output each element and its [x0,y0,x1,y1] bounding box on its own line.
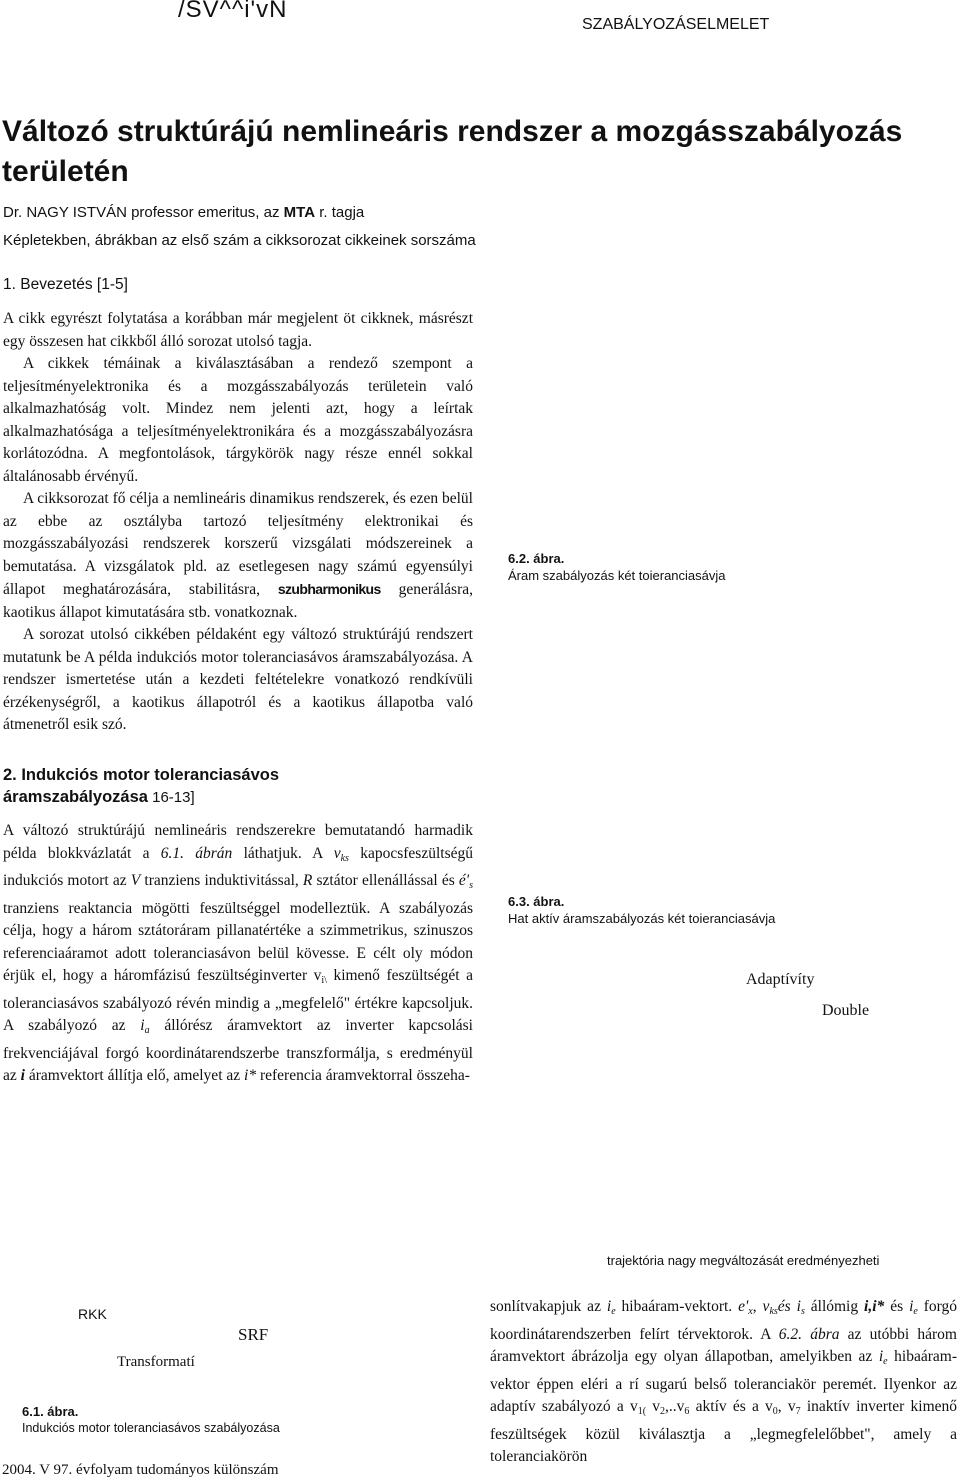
figure-trajectory-label: trajektória nagy megváltozását eredményezheti [607,1253,880,1268]
paragraph: A sorozat utolsó cikkében példaként egy változó struktúrájú rendszert mutatunk be A példa indukciós motor toleranciasávos áramszabályozása. A rendszer ismertetése után a kezdeti feltételekre vonatkozó rendkívüli érzékenységről, a kaotikus állapotról és a kaotikus állapotba való átmenetről esik szó. [3,626,473,733]
figure-label-rkk: RKK [78,1306,107,1322]
article-title-line-2: területén [2,155,129,188]
paragraph: A cikksorozat fő célja a nemlineáris dinamikus rendszerek, és ezen belül az ebbe az osztályba tartozó teljesítmény elektronikai és mozgásszabályozási rendszerek korszerű vizsgálati módszereinek a bemutatása. A vizsgálatok pld. az esetlegesen nagy számú egyensúlyi állapot meghatározására, stabilitásra, szubharmonikus generálásra, kaotikus állapot kimutatására stb. vonatkoznak. [3,490,474,621]
footer-issue-info: 2004. V 97. évfolyam tudományos különszám [2,1462,279,1478]
section-2-heading-line-2: áramszabályozása 16-13] [3,788,195,806]
figure-label-transformati: Transformatí [117,1354,195,1370]
figure-6-3-number: 6.3. ábra. [508,894,565,909]
author-mta: MTA [283,204,316,221]
figure-6-2-number: 6.2. ábra. [508,551,565,566]
author-line [3,204,364,221]
author-suffix: r. tagja [315,204,365,221]
paragraph: sonlítvakapjuk az $i_e$ hibaáram-vektort. $e'_x$, $v_{ks}és$ $i_s$ állómig i,i* és $i_e$ forgó koordinátarendszerben felírt térvektorok. A 6.2. ábra az utóbbi három áramvektort ábrázolja egy olyan állapotban, amelyikben az $i_e$ hibaáram-vektor éppen eléri a rí sugarú belső toleranciakör peremét. Ilyenkor az adaptív szabályozó a $v_{1(}$ $v_2,..v_6$ aktív és a $v_0$, $v_7$ inaktív inverter kimenő feszültségek közül kiválasztja a „legmegfelelőbbet", amely a toleranciakörön [490,1298,958,1465]
paragraph: A cikkek témáinak a kiválasztásában a rendező szempont a teljesítményelektronika és a mozgásszabályozás területein való alkalmazhatóság volt. Mindez nem jelenti azt, hogy a leírtak alkalmazhatósága a teljesítményelektronikára és a mozgásszabályozásra korlátozódna. A megfontolások, tárgykörök nagy része ennél sokkal általánosabb érvényű. [3,355,473,485]
numbering-note: Képletekben, ábrákban az első szám a cikksorozat cikkeinek sorszáma [3,232,476,249]
section-label: SZABÁLYOZÁSELMELET [582,16,770,33]
section-1-heading: 1. Bevezetés [1-5] [3,276,128,293]
figure-6-2-caption: Áram szabályozás két toieranciasávja [508,568,726,583]
article-title-line-1: Változó struktúrájú nemlineáris rendszer a mozgásszabályozás [2,115,903,148]
figure-label-adaptivity: Adaptívíty [746,971,815,988]
figure-label-srf: SRF [238,1325,269,1344]
section-1-body [3,308,473,737]
right-column-body [490,1296,957,1469]
section-2-heading-line-1: 2. Indukciós motor toleranciasávos [3,766,280,784]
section-2-body [3,820,473,1088]
figure-label-double: Double [822,1002,870,1019]
figure-6-1-caption: Indukciós motor toleranciasávos szabályozása [22,1421,280,1435]
bold-term: szubharmonikus [277,581,381,597]
header-mark: /SV^^i'vN [178,0,288,23]
figure-6-3-caption: Hat aktív áramszabályozás két toieranciasávja [508,911,776,926]
paragraph: A változó struktúrájú nemlineáris rendszerekre bemutatandó harmadik példa blokkvázlatát a 6.1. ábrán láthatjuk. A $v_{ks}$ kapocsfeszültségű indukciós motort az V tranziens induktivitással, R sztátor ellenállással és $é'_s$ tranziens reaktancia mögötti feszültséggel modelleztük. A szabályozás célja, hogy a három sztátoráram pillanatértéke a szimmetrikus, szinuszos referenciaáramot adott toleranciasávon belül kövesse. E célt oly módon érjük el, hogy a háromfázisú feszültséginverter $v_{i\backslash}$ kimenő feszültségét a toleranciasávos szabályozó révén mindig a „megfelelő" értékre kapcsoljuk. A szabályozó az $i_a$ állórész áramvektort az inverter kapcsolási frekvenciájával forgó koordinátarendszerbe transzformálja, s eredményül az i áramvektort állítja elő, amelyet az i* referencia áramvektorral összeha- [3,822,473,1084]
author-prefix: Dr. NAGY ISTVÁN professor emeritus, az [3,204,284,221]
paragraph: A cikk egyrészt folytatása a korábban már megjelent öt cikknek, másrészt egy összesen hat cikkből álló sorozat utolsó tagja. [3,310,473,350]
figure-6-1-number: 6.1. ábra. [22,1404,79,1419]
